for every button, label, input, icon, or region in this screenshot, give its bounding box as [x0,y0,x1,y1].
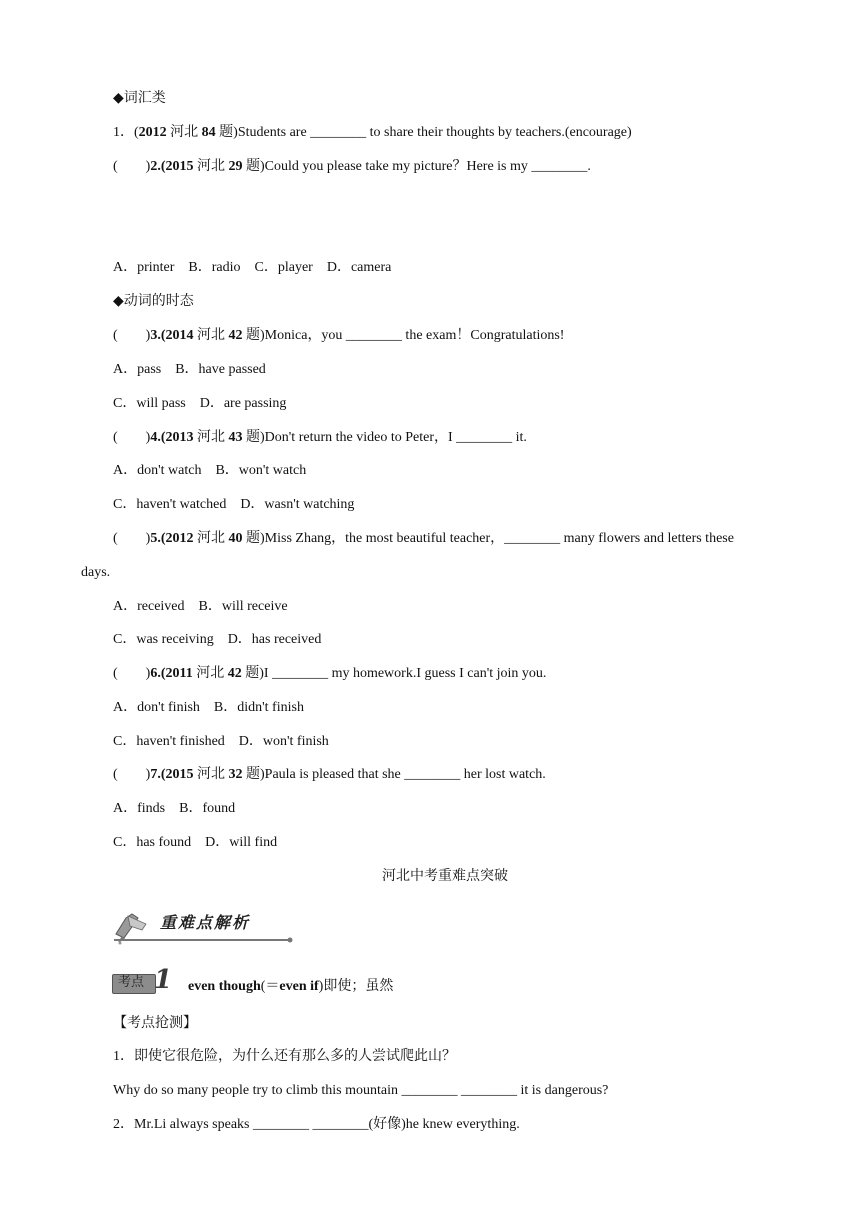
source-number: 42 [227,666,242,681]
question-5-options-ab: A．received B．will receive [113,599,288,614]
point-1-title [188,977,393,997]
question-2-options: A．printer B．radio C．player D．camera [113,260,392,275]
question-5-text-continued: days. [81,565,111,580]
key-points-banner [112,906,294,946]
question-text: Students are ________ to share their thoughts by teachers.(encourage) [237,125,632,140]
source-end: 题) [241,666,264,681]
source-year: 2012 [138,125,167,140]
quiz-q2: 2．Mr.Li always speaks ________ ________(好像)he knew everything. [113,1117,520,1132]
source-region: 河北 [193,531,229,546]
question-number: 5.( [150,531,166,546]
question-number: 3.( [150,328,166,343]
question-number: 1．( [113,125,139,140]
source-region: 河北 [192,666,228,681]
phrase-even-if: even if [279,979,319,994]
source-number: 40 [228,531,243,546]
quiz-heading: 【考点抢测】 [113,1016,197,1031]
question-number: 6.( [150,666,166,681]
question-6-options-cd: C．haven't finished D．won't finish [113,734,329,749]
question-7 [113,765,546,785]
source-region: 河北 [193,159,229,174]
point-tag-number: 1 [154,965,173,995]
question-number: 7.( [150,767,166,782]
source-end: 题) [242,328,265,343]
banner-text: 重难点解析 [160,913,251,932]
question-text: Monica，you ________ the exam！Congratulations! [264,328,565,343]
question-text: Miss Zhang，the most beautiful teacher，________ many flowers and letters these [264,531,734,546]
paren-equals: (＝ [260,979,280,994]
question-7-options-cd: C．has found D．will find [113,835,278,850]
question-1 [113,123,632,143]
source-region: 河北 [193,328,229,343]
source-number: 42 [228,328,243,343]
source-number: 43 [228,430,243,445]
question-text: Paula is pleased that she ________ her lost watch. [264,767,546,782]
source-region: 河北 [193,767,229,782]
source-year: 2012 [165,531,194,546]
point-1-meaning: )即使；虽然 [318,979,394,994]
question-text: Don't return the video to Peter，I ________ it. [264,430,527,445]
quiz-q1-chinese: 1．即使它很危险，为什么还有那么多的人尝试爬此山？ [113,1049,456,1064]
answer-paren: ( ) [113,666,151,681]
source-region: 河北 [166,125,202,140]
point-tag-label: 考点 [118,975,145,990]
section-center-title: 河北中考重难点突破 [382,869,508,884]
source-number: 84 [201,125,216,140]
source-year: 2014 [165,328,194,343]
source-end: 题) [242,767,265,782]
source-end: 题) [215,125,238,140]
question-number: 4.( [150,430,166,445]
source-region: 河北 [193,430,229,445]
source-year: 2015 [165,767,194,782]
point-tag [112,965,174,995]
question-text: Could you please take my picture？Here is my ________. [264,159,591,174]
section-heading-vocabulary: ◆词汇类 [113,91,166,106]
question-4-options-ab: A．don't watch B．won't watch [113,463,307,478]
question-4 [113,428,527,448]
source-number: 29 [228,159,243,174]
question-5 [113,529,734,549]
answer-paren: ( ) [113,767,151,782]
question-3-options-cd: C．will pass D．are passing [113,396,287,411]
source-number: 32 [228,767,243,782]
answer-paren: ( ) [113,531,151,546]
question-7-options-ab: A．finds B．found [113,801,236,816]
question-5-options-cd: C．was receiving D．has received [113,632,322,647]
source-end: 题) [242,159,265,174]
source-year: 2011 [165,666,193,681]
source-year: 2015 [165,159,194,174]
answer-paren: ( ) [113,328,151,343]
source-end: 题) [242,430,265,445]
question-4-options-cd: C．haven't watched D．wasn't watching [113,497,355,512]
source-year: 2013 [165,430,194,445]
question-text: I ________ my homework.I guess I can't join you. [263,666,547,681]
source-end: 题) [242,531,265,546]
question-6 [113,664,546,684]
phrase-even-though: even though [188,979,261,994]
question-number: 2.( [150,159,166,174]
answer-paren: ( ) [113,430,151,445]
quiz-q1-english: Why do so many people try to climb this mountain ________ ________ it is dangerous? [113,1083,609,1098]
answer-paren: ( ) [113,159,151,174]
section-heading-tense: ◆动词的时态 [113,294,194,309]
question-2 [113,157,591,177]
question-3 [113,326,564,346]
question-6-options-ab: A．don't finish B．didn't finish [113,700,304,715]
question-3-options-ab: A．pass B．have passed [113,362,266,377]
